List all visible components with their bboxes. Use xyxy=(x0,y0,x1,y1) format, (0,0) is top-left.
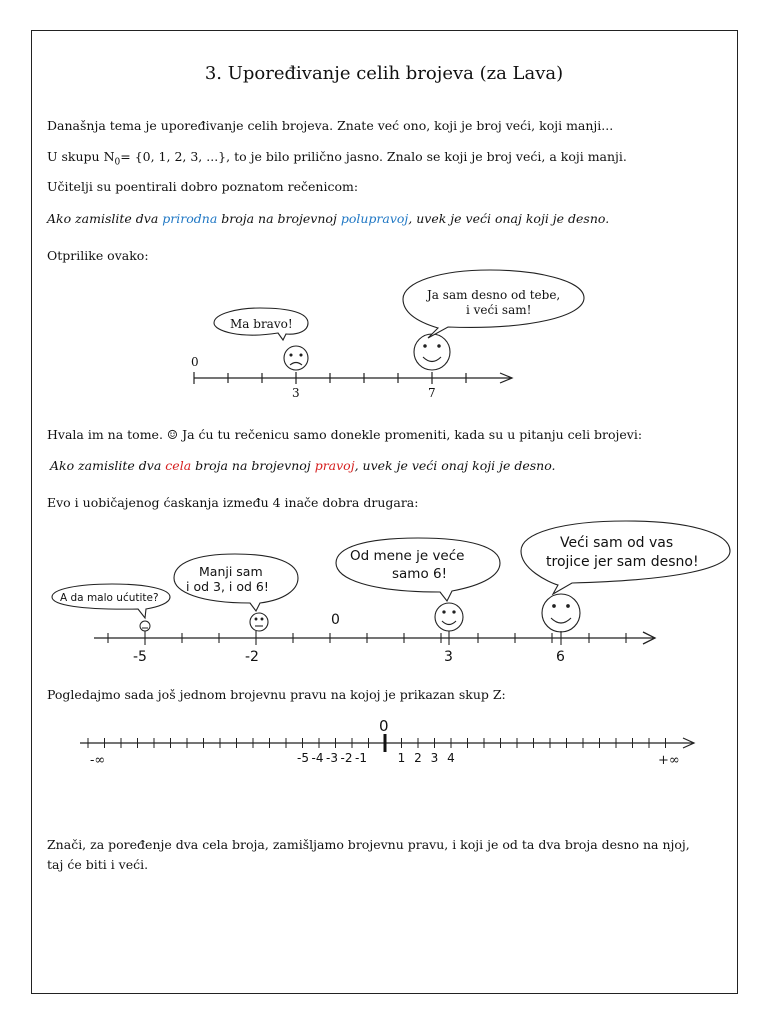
d3-zero-label: 0 xyxy=(379,717,389,735)
quote-integer-e: , uvek je veći onaj koji je desno. xyxy=(354,458,556,473)
quote-natural-e: , uvek je veći onaj koji je desno. xyxy=(408,211,610,226)
z-label-2: 2 xyxy=(414,751,422,765)
bubble-right-line-2: i veći sam! xyxy=(466,303,532,317)
neg-infinity-label: -∞ xyxy=(90,753,106,768)
quote-integer-c: broja na brojevnoj xyxy=(191,458,315,473)
paragraph-conclusion-1: Znači, za poređenje dva cela broja, zamišljamo brojevnu pravu, i koji je od ta dva broja desno na njoj, xyxy=(47,837,690,852)
d1-zero-label: 0 xyxy=(191,355,199,369)
z-label-1: 1 xyxy=(397,751,406,765)
negative-labels xyxy=(297,751,367,765)
bubble-od-mene-line-1: Od mene je veće xyxy=(350,548,465,564)
bubble-manji-line-2: i od 3, i od 6! xyxy=(186,579,269,594)
z-label--4: -4 xyxy=(311,751,324,765)
number-line-z xyxy=(80,738,694,748)
paragraph-thanks: Hvala im na tome. ☺ Ja ću tu rečenicu samo donekle promeniti, kada su u pitanju celi brojevi: xyxy=(47,427,643,442)
z-label-3: 3 xyxy=(430,751,439,765)
bubble-veci-line-1: Veći sam od vas xyxy=(560,535,674,551)
d1-label-7: 7 xyxy=(428,386,436,400)
quote-integer-keyword-2: pravoj xyxy=(314,458,355,473)
d2-zero-label: 0 xyxy=(331,612,340,628)
paragraph-teachers: Učitelji su poentirali dobro poznatom rečenicom: xyxy=(47,179,359,194)
set-definition: = {0, 1, 2, 3, ...}, to je bilo prilično jasno. Znalo se koji je broj veći, a koji manji. xyxy=(120,149,627,164)
smiley-face-6-icon xyxy=(542,594,580,632)
bubble-od-mene-line-2: samo 6! xyxy=(392,566,448,582)
page-title: 3. Upoređivanje celih brojeva (za Lava) xyxy=(204,63,564,84)
quote-natural-c: broja na brojevnoj xyxy=(217,211,341,226)
bubble-ucutite-text: A da malo ućutite? xyxy=(60,592,159,604)
z-label--5: -5 xyxy=(297,751,309,765)
bubble-ma-bravo-text: Ma bravo! xyxy=(230,317,293,331)
d2-label-6: 6 xyxy=(556,649,565,665)
paragraph-chat: Evo i uobičajenog ćaskanja između 4 inače dobra drugara: xyxy=(47,495,419,510)
smiley-face-3-icon xyxy=(435,603,463,631)
d2-label-3: 3 xyxy=(444,649,453,665)
number-half-line xyxy=(194,372,512,384)
d2-label-minus-2: -2 xyxy=(245,649,259,665)
angry-face-icon xyxy=(140,621,150,631)
z-label-4: 4 xyxy=(447,751,455,765)
positive-labels xyxy=(398,751,455,765)
happy-face-icon xyxy=(414,334,450,370)
quote-natural-keyword-1: prirodna xyxy=(162,211,218,226)
sad-face-icon xyxy=(284,346,308,370)
set-prefix: U skupu N xyxy=(47,149,115,164)
paragraph-approx: Otprilike ovako: xyxy=(47,248,149,263)
pos-infinity-label: +∞ xyxy=(658,753,680,768)
set-subscript: 0 xyxy=(114,157,121,168)
paragraph-set-z: Pogledajmo sada još jednom brojevnu pravu na kojoj je prikazan skup Z: xyxy=(47,687,506,702)
quote-integer-keyword-1: cela xyxy=(165,458,192,473)
quote-integer-a: Ako zamislite dva xyxy=(50,458,166,473)
z-label--2: -2 xyxy=(340,751,353,765)
bubble-veci-line-2: trojice jer sam desno! xyxy=(546,554,699,570)
number-line-friends xyxy=(94,632,655,644)
bubble-right-line-1: Ja sam desno od tebe, xyxy=(427,288,561,302)
d2-label-minus-5: -5 xyxy=(133,649,147,665)
paragraph-conclusion-2: taj će biti i veći. xyxy=(47,857,149,872)
d1-label-3: 3 xyxy=(292,386,300,400)
bubble-manji-line-1: Manji sam xyxy=(199,564,263,579)
neutral-face-icon xyxy=(250,613,268,631)
quote-natural-a: Ako zamislite dva xyxy=(47,211,163,226)
quote-natural-keyword-2: polupravoj xyxy=(340,211,409,226)
z-label--3: -3 xyxy=(326,751,338,765)
z-label--1: -1 xyxy=(355,751,367,765)
paragraph-intro: Današnja tema je upoređivanje celih brojeva. Znate već ono, koji je broj veći, koji manji... xyxy=(47,118,614,133)
